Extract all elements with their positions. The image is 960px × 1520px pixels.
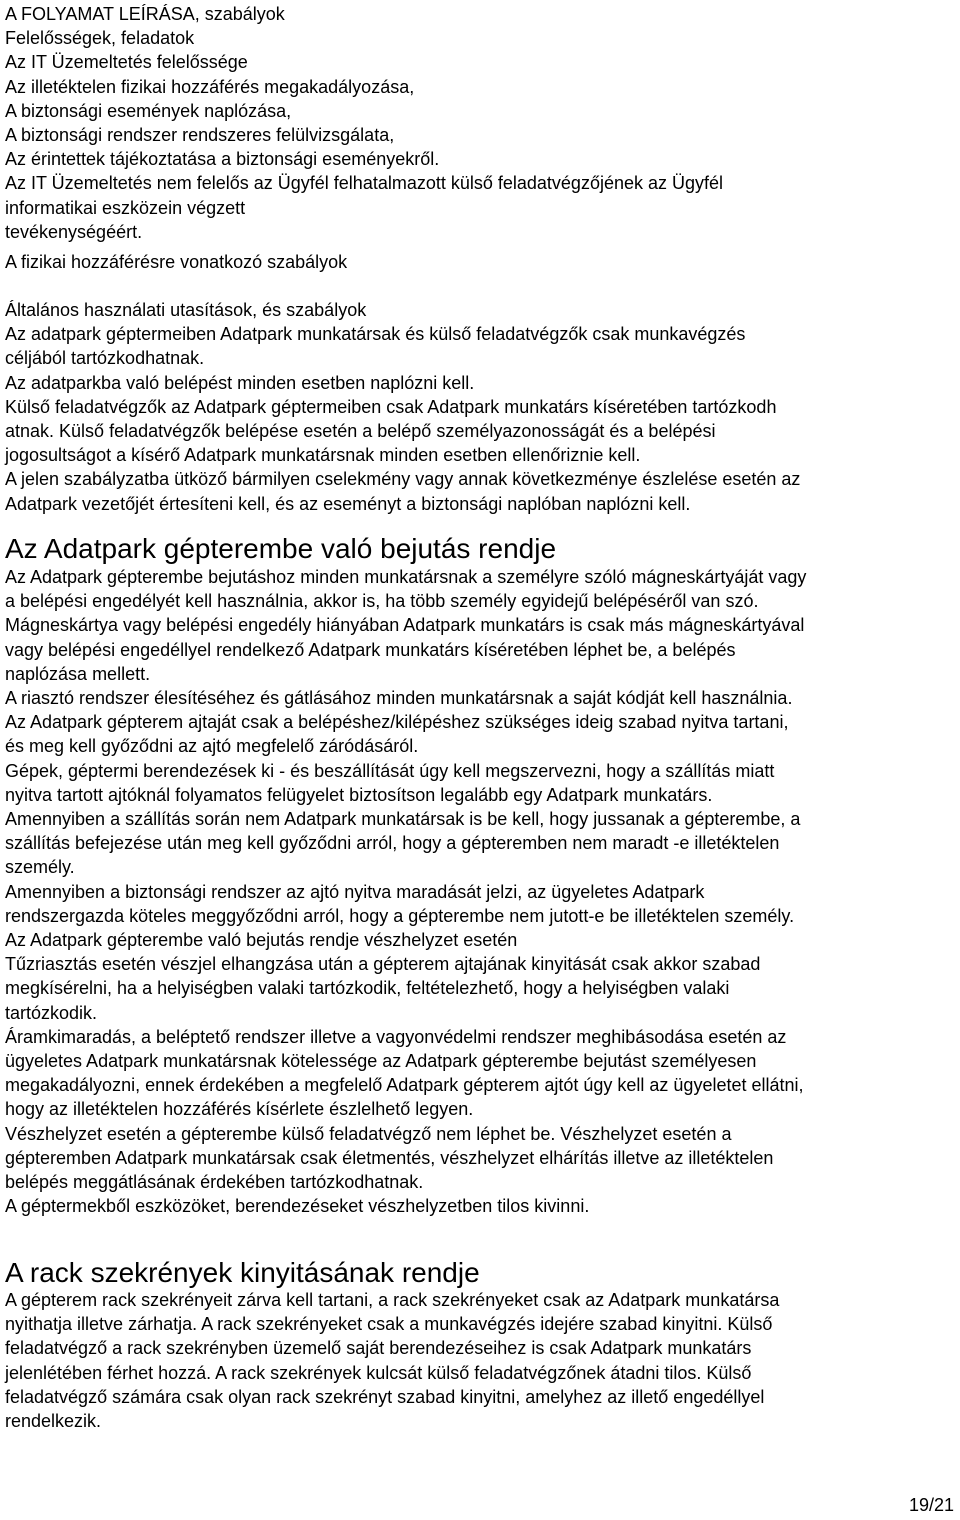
- text-line: Adatpark vezetőjét értesíteni kell, és az eseményt a biztonsági naplóban naplózni kell.: [5, 493, 691, 514]
- text-line: Áramkimaradás, a beléptető rendszer illetve a vagyonvédelmi rendszer meghibásodása esetén az: [5, 1026, 787, 1047]
- text-line: és meg kell győződni az ajtó megfelelő záródásáról.: [5, 736, 419, 757]
- text-line: nyitva tartott ajtóknál folyamatos felügyelet biztosítson legalább egy Adatpark munkatárs.: [5, 784, 713, 805]
- physical-access-section: [5, 250, 347, 274]
- text-line: nyithatja illetve zárhatja. A rack szekrényeket csak a munkavégzés idejére szabad kinyitni. Külső: [5, 1314, 773, 1335]
- text-line: rendelkezik.: [5, 1411, 102, 1432]
- text-line: informatikai eszközein végzett: [5, 197, 246, 218]
- text-line: vagy belépési engedéllyel rendelkező Adatpark munkatárs kíséretében léphet be, a belépés: [5, 639, 736, 660]
- text-line: jogosultságot a kísérő Adatpark munkatársnak minden esetben ellenőriznie kell.: [5, 445, 641, 466]
- entry-heading: Az Adatpark gépterembe való bejutás rendje: [5, 533, 557, 564]
- text-line: A géptermekből eszközöket, berendezéseket vészhelyzetben tilos kivinni.: [5, 1196, 590, 1217]
- text-line: naplózása mellett.: [5, 663, 151, 684]
- text-line: jelenlétében férhet hozzá. A rack szekrények kulcsát külső feladatvégzőnek átadni tilos. Külső: [5, 1362, 752, 1383]
- text-line: rendszergazda köteles meggyőződni arról, hogy a gépterembe nem jutott-e be illetéktelen személy.: [5, 905, 795, 926]
- text-line: A jelen szabályzatba ütköző bármilyen cselekmény vagy annak következménye észlelése esetén az: [5, 469, 801, 490]
- text-line: Az adatpark géptermeiben Adatpark munkatársak és külső feladatvégzők csak munkavégzés: [5, 324, 746, 345]
- entry-rules-section: [5, 565, 806, 1218]
- text-line: Az illetéktelen fizikai hozzáférés megakadályozása,: [5, 76, 415, 97]
- intro-section: [5, 2, 723, 244]
- text-line: Felelősségek, feladatok: [5, 28, 195, 49]
- text-line: megakadályozni, ennek érdekében a megfelelő Adatpark gépterem ajtót úgy kell az ügyeletet ellátni,: [5, 1075, 804, 1096]
- text-line: feladatvégző a rack szekrényben üzemelő saját berendezéseihez is csak Adatpark munkatárs: [5, 1338, 752, 1359]
- text-line: A gépterem rack szekrényeit zárva kell tartani, a rack szekrényeket csak az Adatpark munkatársa: [5, 1290, 780, 1310]
- text-line: tartózkodik.: [5, 1002, 98, 1023]
- text-line: hogy az illetéktelen hozzáférés kísérlete észlelhető legyen.: [5, 1099, 474, 1120]
- text-line: A biztonsági események naplózása,: [5, 100, 292, 121]
- text-line: Tűzriasztás esetén vészjel elhangzása után a gépterem ajtajának kinyitását csak akkor szabad: [5, 954, 761, 975]
- text-line: gépteremben Adatpark munkatársak csak életmentés, vészhelyzet elhárítás illetve az illetéktelen: [5, 1147, 774, 1168]
- text-line: megkísérelni, ha a helyiségben valaki tartózkodik, feltételezhető, hogy a helyiségben valaki: [5, 978, 730, 999]
- text-line: Az IT Üzemeltetés felelőssége: [5, 52, 248, 73]
- text-line: belépés meggátlásának érdekében tartózkodhatnak.: [5, 1172, 424, 1193]
- text-line: Vészhelyzet esetén a gépterembe külső feladatvégző nem léphet be. Vészhelyzet esetén a: [5, 1123, 732, 1144]
- text-line: Külső feladatvégzők az Adatpark géptermeiben csak Adatpark munkatárs kíséretében tartózkodh: [5, 396, 777, 417]
- page-number: 19/21: [908, 1495, 954, 1515]
- text-line: tevékenységéért.: [5, 221, 143, 242]
- physical-access-title: A fizikai hozzáférésre vonatkozó szabályok: [5, 252, 348, 272]
- text-line: Az Adatpark gépterem ajtaját csak a belépéshez/kilépéshez szükséges ideig szabad nyitva tartani,: [5, 712, 789, 733]
- text-line: a belépési engedélyét kell használnia, akkor is, ha több személy egyidejű belépéséről van szó.: [5, 591, 759, 612]
- text-line: Mágneskártya vagy belépési engedély hiányában Adatpark munkatárs is csak más mágneskártyával: [5, 615, 805, 636]
- text-line: Amennyiben a biztonsági rendszer az ajtó nyitva maradását jelzi, az ügyeletes Adatpark: [5, 881, 705, 902]
- text-line: ügyeletes Adatpark munkatársnak kötelessége az Adatpark gépterembe bejutást személyesen: [5, 1051, 757, 1072]
- text-line: A FOLYAMAT LEÍRÁSA, szabályok: [5, 4, 285, 24]
- text-line: A biztonsági rendszer rendszeres felülvizsgálata,: [5, 125, 395, 146]
- rack-rules-section: [5, 1288, 779, 1433]
- text-line: céljából tartózkodhatnak.: [5, 348, 205, 369]
- text-line: Az Adatpark gépterembe bejutáshoz minden munkatársnak a személyre szóló mágneskártyáját vagy: [5, 567, 807, 587]
- text-line: Amennyiben a szállítás során nem Adatpark munkatársak is be kell, hogy jussanak a gépterembe, a: [5, 809, 801, 830]
- text-line: Általános használati utasítások, és szabályok: [5, 300, 367, 320]
- text-line: Gépek, géptermi berendezések ki - és beszállítását úgy kell megszervezni, hogy a szállítás miatt: [5, 760, 775, 781]
- text-line: atnak. Külső feladatvégzők belépése esetén a belépő személyazonosságát és a belépési: [5, 421, 716, 442]
- text-line: személy.: [5, 857, 75, 878]
- text-line: szállítás befejezése után meg kell győződni arról, hogy a gépteremben nem maradt -e illetéktelen: [5, 833, 780, 854]
- text-line: Az érintettek tájékoztatása a biztonsági eseményekről.: [5, 149, 440, 170]
- text-line: A riasztó rendszer élesítéséhez és gátlásához minden munkatársnak a saját kódját kell használnia.: [5, 688, 793, 709]
- rack-heading: A rack szekrények kinyitásának rendje: [5, 1257, 480, 1288]
- text-line: Az Adatpark gépterembe való bejutás rendje vészhelyzet esetén: [5, 930, 518, 951]
- text-line: feladatvégző számára csak olyan rack szekrényt szabad kinyitni, amelyhez az illető engedéllyel: [5, 1386, 765, 1407]
- general-rules-section: [5, 298, 800, 516]
- text-line: Az IT Üzemeltetés nem felelős az Ügyfél felhatalmazott külső feladatvégzőjének az Ügyfél: [5, 173, 724, 194]
- text-line: Az adatparkba való belépést minden esetben naplózni kell.: [5, 372, 475, 393]
